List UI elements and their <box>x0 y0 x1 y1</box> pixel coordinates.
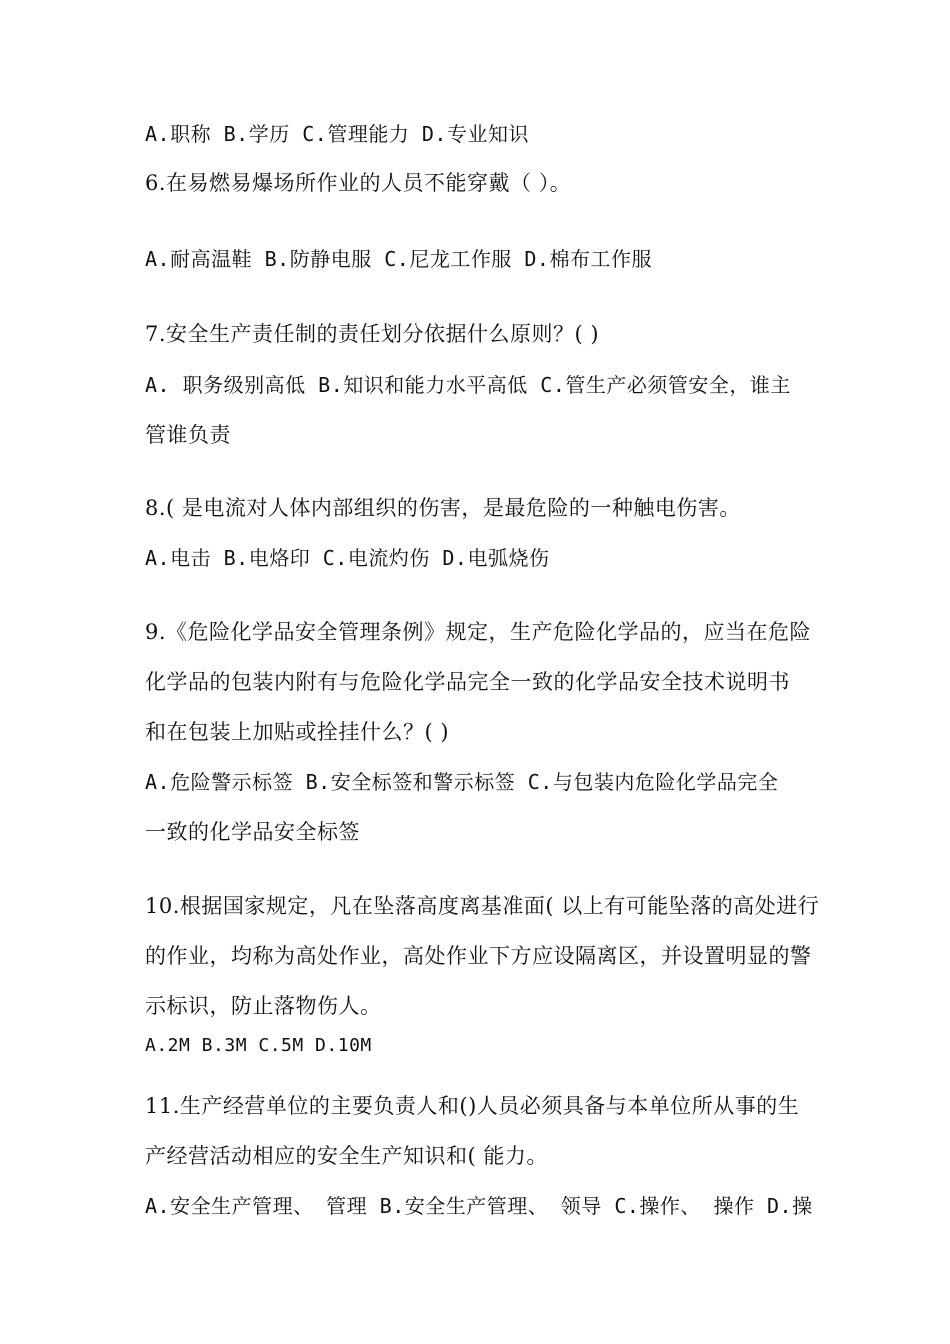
q10-question-line3: 示标识，防止落物伤人。 <box>145 994 382 1018</box>
q5-options: A.职称 B.学历 C.管理能力 D.专业知识 <box>145 122 529 146</box>
q8-question: 8.( 是电流对人体内部组织的伤害，是最危险的一种触电伤害。 <box>145 496 741 520</box>
q9-options: A.危险警示标签 B.安全标签和警示标签 C.与包装内危险化学品完全 <box>145 770 779 794</box>
q7-question: 7.安全生产责任制的责任划分依据什么原则？( ) <box>145 322 600 346</box>
q9-options-continued: 一致的化学品安全标签 <box>145 820 360 844</box>
q9-question-line2: 化学品的包装内附有与危险化学品完全一致的化学品安全技术说明书 <box>145 670 790 694</box>
q8-options: A.电击 B.电烙印 C.电流灼伤 D.电弧烧伤 <box>145 546 550 570</box>
q9-question: 9.《危险化学品安全管理条例》规定，生产危险化学品的，应当在危险 <box>145 620 812 644</box>
q6-question: 6.在易燃易爆场所作业的人员不能穿戴（ ）。 <box>145 171 572 195</box>
q11-question-line2: 产经营活动相应的安全生产知识和( 能力。 <box>145 1144 548 1168</box>
q6-options: A.耐高温鞋 B.防静电服 C.尼龙工作服 D.棉布工作服 <box>145 247 652 271</box>
q10-options: A.2M B.3M C.5M D.10M <box>145 1035 372 1056</box>
q7-options-continued: 管谁负责 <box>145 423 231 447</box>
q10-question-line2: 的作业，均称为高处作业，高处作业下方应设隔离区，并设置明显的警 <box>145 944 812 968</box>
q11-question: 11.生产经营单位的主要负责人和()人员必须具备与本单位所从事的生 <box>145 1094 800 1118</box>
q11-options: A.安全生产管理、 管理 B.安全生产管理、 领导 C.操作、 操作 D.操 <box>145 1194 813 1218</box>
q7-options: A. 职务级别高低 B.知识和能力水平高低 C.管生产必须管安全，谁主 <box>145 373 791 397</box>
q9-question-line3: 和在包装上加贴或拴挂什么？( ) <box>145 720 450 744</box>
q10-question: 10.根据国家规定，凡在坠落高度离基准面( 以上有可能坠落的高处进行 <box>145 894 820 918</box>
